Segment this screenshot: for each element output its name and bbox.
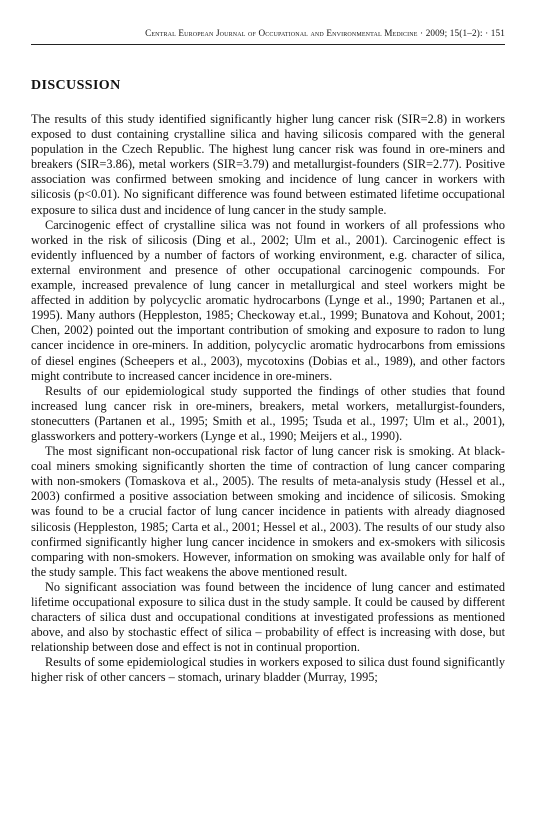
- section-heading: DISCUSSION: [31, 78, 121, 93]
- journal-citation: · 2009; 15(1–2): · 151: [420, 28, 505, 38]
- running-header: [31, 26, 505, 45]
- journal-page: [31, 26, 505, 686]
- paragraph: No significant association was found between the incidence of lung cancer and estimated lifetime occupational exposure to silica dust in the study sample. It could be caused by different characters of silica dust and occupational conditions at investigated professions as mentioned above, and also by stochastic effect of silica – probability of effect is increasing with dose, but relationship between dose and effect is not in continual proportion.: [31, 579, 505, 655]
- paragraph: Results of our epidemiological study supported the findings of other studies that found increased lung cancer risk in ore-miners, breakers, metal workers, metallurgist-founders, stonecutters (Partanen et al., 1995; Smith et al., 1995; Tsuda et al., 1997; Ulm et al., 2001), glassworkers and pottery-workers (Lynge et al., 1990; Meijers et al., 1990).: [31, 383, 505, 443]
- paragraph: Results of some epidemiological studies in workers exposed to silica dust found significantly higher risk of other cancers – stomach, urinary bladder (Murray, 1995;: [31, 655, 505, 685]
- paragraph: The most significant non-occupational risk factor of lung cancer risk is smoking. At black-coal miners smoking significantly shorten the time of contraction of lung cancer comparing with non-smokers (Tomaskova et al., 2005). The results of meta-analysis study (Hessel et al., 2003) confirmed a positive association between smoking and incidence of silicosis. Smoking was found to be a crucial factor of lung cancer incidence in patients with already diagnosed silicosis (Heppleston, 1985; Carta et al., 2001; Hessel et al., 2003). The results of our study also confirmed significantly higher lung cancer incidence in smokers and ex-smokers with silicosis comparing with non-smokers. However, information on smoking was available only for half of the study sample. This fact weakens the above mentioned result.: [31, 444, 505, 579]
- journal-name: Central European Journal of Occupational and Environmental Medicine: [145, 28, 418, 38]
- paragraph: Carcinogenic effect of crystalline silica was not found in workers of all professions who worked in the risk of silicosis (Ding et al., 2002; Ulm et al., 2001). Carcinogenic effect is evidently influenced by a number of factors of working environment, e.g. character of silica, external environment and presence of other occupational carcinogenic compounds. For example, increased prevalence of lung cancer in metallurgical and steel workers might be affected in addition by polycyclic aromatic hydrocarbons (Lynge et al., 1990; Partanen et al., 1995). Many authors (Heppleston, 1985; Checkoway et.al., 1999; Bunatova and Kohout, 2001; Chen, 2002) pointed out the important contribution of smoking and exposure to radon to lung cancer incidence in ore-miners. In addition, polycyclic aromatic hydrocarbons from emissions of diesel engines (Scheepers et al., 2003), mycotoxins (Dobias et al., 1989), and other factors might contribute to increased cancer incidence in ore-miners.: [31, 217, 505, 383]
- discussion-body: [31, 112, 505, 686]
- paragraph: The results of this study identified significantly higher lung cancer risk (SIR=2.8) in workers exposed to dust containing crystalline silica and having silicosis compared with the general population in the Czech Republic. The highest lung cancer risk was found in ore-miners and breakers (SIR=3.86), metal workers (SIR=3.79) and metallurgist-founders (SIR=2.77). Positive association was confirmed between smoking and incidence of lung cancer in workers with silicosis (p<0.01). No significant difference was found between estimated lifetime occupational exposure to silica dust and incidence of lung cancer in the study sample.: [31, 112, 505, 217]
